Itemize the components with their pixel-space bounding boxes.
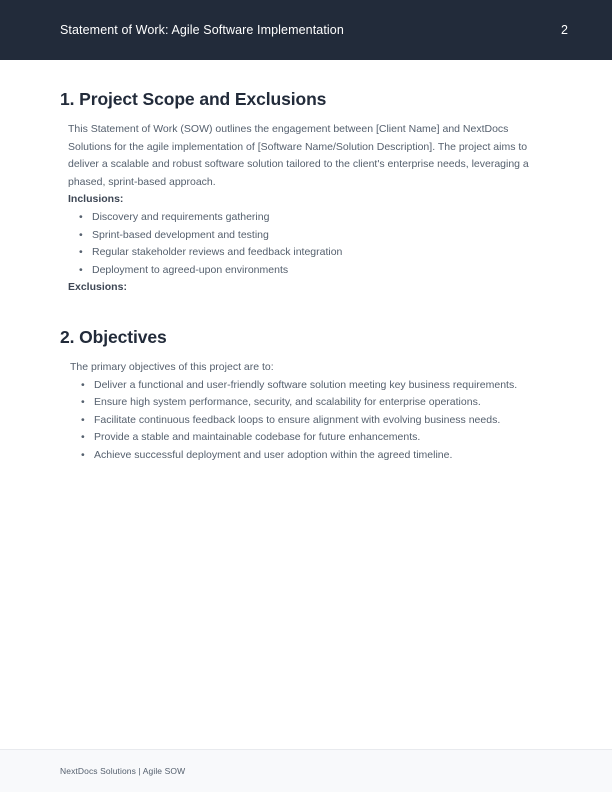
- list-item: • Achieve successful deployment and user adoption within the agreed timeline.: [70, 447, 526, 465]
- list-item: • Deployment to agreed-upon environments: [68, 262, 552, 280]
- inclusions-label: Inclusions:: [68, 193, 124, 206]
- list-item: • Provide a stable and maintainable codebase for future enhancements.: [70, 429, 526, 447]
- list-item: • Ensure high system performance, security, and scalability for enterprise operations.: [70, 394, 526, 412]
- section-body: [60, 348, 552, 465]
- page-number: 2: [561, 23, 568, 37]
- list-item: • Deliver a functional and user-friendly software solution meeting key business requirements.: [70, 377, 526, 395]
- objectives-intro: The primary objectives of this project are to:: [70, 360, 274, 373]
- page-header-title: Statement of Work: Agile Software Implementation: [60, 23, 344, 37]
- section-objectives: [60, 297, 552, 465]
- section-body: [60, 110, 552, 297]
- list-item: • Facilitate continuous feedback loops to ensure alignment with evolving business needs.: [70, 412, 526, 430]
- page-footer-text: NextDocs Solutions | Agile SOW: [60, 766, 186, 776]
- objectives-list: [70, 377, 552, 465]
- exclusions-label: Exclusions:: [68, 281, 127, 294]
- list-item: • Sprint-based development and testing: [68, 227, 552, 245]
- section-heading: 2. Objectives: [60, 326, 167, 347]
- page-header: [0, 0, 612, 60]
- section-project-scope-and-exclusions: [60, 60, 552, 297]
- section-heading: 1. Project Scope and Exclusions: [60, 89, 327, 109]
- page-footer: [0, 749, 612, 792]
- inclusions-list: [68, 209, 552, 279]
- scope-paragraph: This Statement of Work (SOW) outlines the engagement between [Client Name] and NextDocs Solutions for the agile implementation of [Software Name/Solution Description]. The project aims to deliver a scalable and robust software solution tailored to the client's enterprise needs, leveraging a phased, sprint-based approach.: [68, 123, 529, 188]
- document-content: [0, 60, 612, 465]
- list-item: • Regular stakeholder reviews and feedback integration: [68, 244, 552, 262]
- list-item: • Discovery and requirements gathering: [68, 209, 552, 227]
